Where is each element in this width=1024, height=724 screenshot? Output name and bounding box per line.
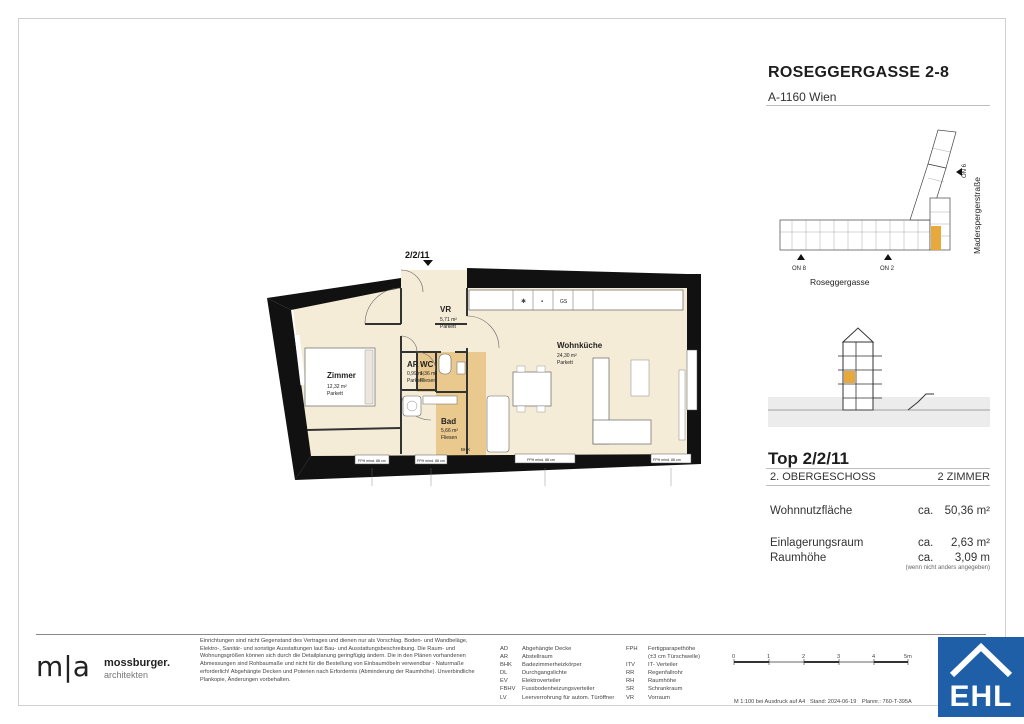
house-roof-icon bbox=[948, 641, 1014, 679]
abbr-row: RH Raumhöhe bbox=[626, 678, 677, 685]
scale-tick-4: 4 bbox=[872, 654, 876, 660]
unit-top: Top 2/2/11 bbox=[768, 449, 849, 468]
scale-tick-0: 0 bbox=[732, 654, 736, 660]
room-bad-name: Bad bbox=[441, 417, 457, 426]
architect-logo-mark: m|a bbox=[36, 650, 90, 683]
room-bad-floor: Fliesen bbox=[441, 435, 458, 441]
divider bbox=[766, 485, 990, 486]
fph-label-1: FPH mind. 88 cm bbox=[358, 459, 386, 463]
plan-unit-marker: 2/2/11 bbox=[405, 250, 430, 260]
room-wohnkueche-name: Wohnküche bbox=[557, 341, 603, 350]
room-vr-floor: Parkett bbox=[440, 324, 456, 330]
area-storage-label: Einlagerungsraum bbox=[770, 537, 864, 549]
room-zimmer-name: Zimmer bbox=[327, 371, 356, 380]
fph-label-3: FPH mind. 88 cm bbox=[527, 458, 555, 462]
entrance-on2-label: ON 2 bbox=[880, 266, 895, 272]
project-title: ROSEGGERGASSE 2-8 bbox=[768, 64, 950, 81]
abbr-row: ITV IT- Verteiler bbox=[626, 662, 678, 669]
area-living-label: Wohnnutzfläche bbox=[770, 505, 853, 517]
abbr-row: (±3 cm Türschwelle) bbox=[648, 654, 701, 661]
room-wc-floor: Fliesen bbox=[420, 378, 437, 384]
disclaimer: Einrichtungen sind nicht Gegenstand des Vertrages und dienen nur als Vorschlag. Boden- und Wandbeläge, Elektro-, Sanitär- und sonstige Ausstattungen laut Bau- und Ausstattungsbeschreibung. Die Raum- und Wohnungsgrößen können sich durch die Detailplanung geringfügig ändern. Die in den Plänen vorhandenen Abmessungen sind Rohbaumaße und nicht für die Bestellung von Einbaumöbeln verwendbar - Naturmaße erforderlich! Abgehängte Decken und Poterien nach Erfordernis (Abminderung der Raumhöhe). Unverbindliche Plankopie, Änderungen vorbehalten. bbox=[200, 638, 475, 683]
room-ar-area: 0,99 m² bbox=[407, 371, 424, 377]
kitchen-counter bbox=[469, 290, 683, 310]
site-plan bbox=[770, 128, 992, 298]
street-maderspergerstrasse: Maderspergerstraße bbox=[972, 176, 982, 254]
height-note: (wenn nicht anders angegeben) bbox=[905, 565, 990, 571]
room-height-label: Raumhöhe bbox=[770, 552, 827, 564]
abbr-row: AR Abstellraum bbox=[500, 654, 553, 661]
architect-name: mossburger. bbox=[104, 657, 171, 669]
room-vr-area: 5,71 m² bbox=[440, 317, 457, 323]
unit-highlight bbox=[931, 226, 941, 250]
plan-number: Plannr.: 760-T-395A bbox=[862, 699, 912, 705]
room-zimmer-floor: Parkett bbox=[327, 391, 343, 397]
ehl-logo-text: EHL bbox=[949, 680, 1013, 713]
unit-rooms: 2 ZIMMER bbox=[937, 471, 990, 483]
abbr-row: FPH Fertigparapethöhe bbox=[626, 646, 696, 652]
room-height-ca: ca. bbox=[918, 552, 934, 564]
room-ar-floor: Parkett bbox=[407, 378, 423, 384]
room-wohnkueche-floor: Parkett bbox=[557, 360, 573, 366]
entrance-on2-icon bbox=[884, 254, 892, 260]
unit-floor: 2. OBERGESCHOSS bbox=[770, 471, 876, 483]
footer-divider bbox=[36, 634, 986, 635]
sink-icon: ▪ bbox=[541, 299, 544, 305]
room-wohnkueche-area: 24,30 m² bbox=[557, 353, 577, 359]
ground bbox=[768, 397, 990, 427]
wall bbox=[467, 268, 687, 288]
scale-tick-3: 3 bbox=[837, 654, 841, 660]
bhk-label: BHK bbox=[461, 447, 471, 452]
abbr-row: SR Schrankraum bbox=[626, 686, 683, 693]
project-address: A-1160 Wien bbox=[768, 90, 837, 104]
sink bbox=[403, 396, 421, 416]
bathtub bbox=[487, 396, 509, 452]
divider bbox=[766, 105, 990, 106]
abbr-row: BHK Badezimmerheizkörper bbox=[500, 662, 582, 669]
plan-date: Stand: 2024-06-19 bbox=[810, 699, 857, 705]
entrance-on8-icon bbox=[797, 254, 805, 260]
abbr-row: VR Vorraum bbox=[626, 694, 670, 701]
room-wc-area: 1,36 m² bbox=[420, 371, 437, 377]
area-living-value: 50,36 m² bbox=[944, 505, 990, 517]
entrance-on6-label: ON 6 bbox=[962, 163, 968, 178]
abbr-row: RR Regenfallrohr bbox=[626, 670, 683, 677]
scale-tick-2: 2 bbox=[802, 654, 806, 660]
area-living-ca: ca. bbox=[918, 505, 934, 517]
gs-label: GS bbox=[560, 299, 568, 305]
dining-table bbox=[513, 372, 551, 406]
room-bad-area: 5,66 m² bbox=[441, 428, 458, 434]
abbr-row: EV Elektroverteiler bbox=[500, 678, 561, 685]
fph-label-4: FPH mind. 88 cm bbox=[653, 458, 681, 462]
stove-icon: ✱ bbox=[521, 299, 527, 305]
room-ar-name: AR bbox=[407, 360, 419, 369]
fph-label-2: FPH mind. 88 cm bbox=[417, 459, 445, 463]
room-zimmer-area: 12,32 m² bbox=[327, 384, 347, 390]
abbreviations-right bbox=[626, 645, 726, 702]
room-vr-name: VR bbox=[440, 305, 452, 314]
abbr-row: DL Durchgangslichte bbox=[500, 670, 567, 677]
scale-tick-1: 1 bbox=[767, 654, 771, 660]
scale-bar bbox=[730, 650, 920, 670]
divider bbox=[766, 468, 990, 469]
street-roseggergasse: Roseggergasse bbox=[810, 277, 870, 287]
abbr-row: AD Abgehängte Decke bbox=[500, 646, 572, 652]
scale-tick-5: 5m bbox=[904, 654, 912, 660]
section-unit-highlight bbox=[844, 371, 855, 383]
scale-note: M 1:100 bei Ausdruck auf A4 bbox=[734, 699, 806, 705]
section-drawing bbox=[768, 322, 990, 430]
floor-plan bbox=[255, 240, 705, 500]
entrance-on8-label: ON 8 bbox=[792, 266, 807, 272]
entrance-arrow-icon bbox=[423, 260, 433, 266]
abbr-row: FBHV Fussbodenheizungsverteiler bbox=[500, 686, 595, 693]
abbreviations-left bbox=[500, 645, 620, 702]
toilet bbox=[439, 354, 451, 374]
room-height-value: 3,09 m bbox=[954, 552, 990, 564]
architect-sub: architekten bbox=[104, 670, 149, 680]
room-wc-name: WC bbox=[420, 360, 434, 369]
area-storage-value: 2,63 m² bbox=[951, 537, 990, 549]
area-storage-ca: ca. bbox=[918, 537, 934, 549]
abbr-row: LV Leerverrohrung für autom. Türöffner bbox=[500, 694, 615, 701]
